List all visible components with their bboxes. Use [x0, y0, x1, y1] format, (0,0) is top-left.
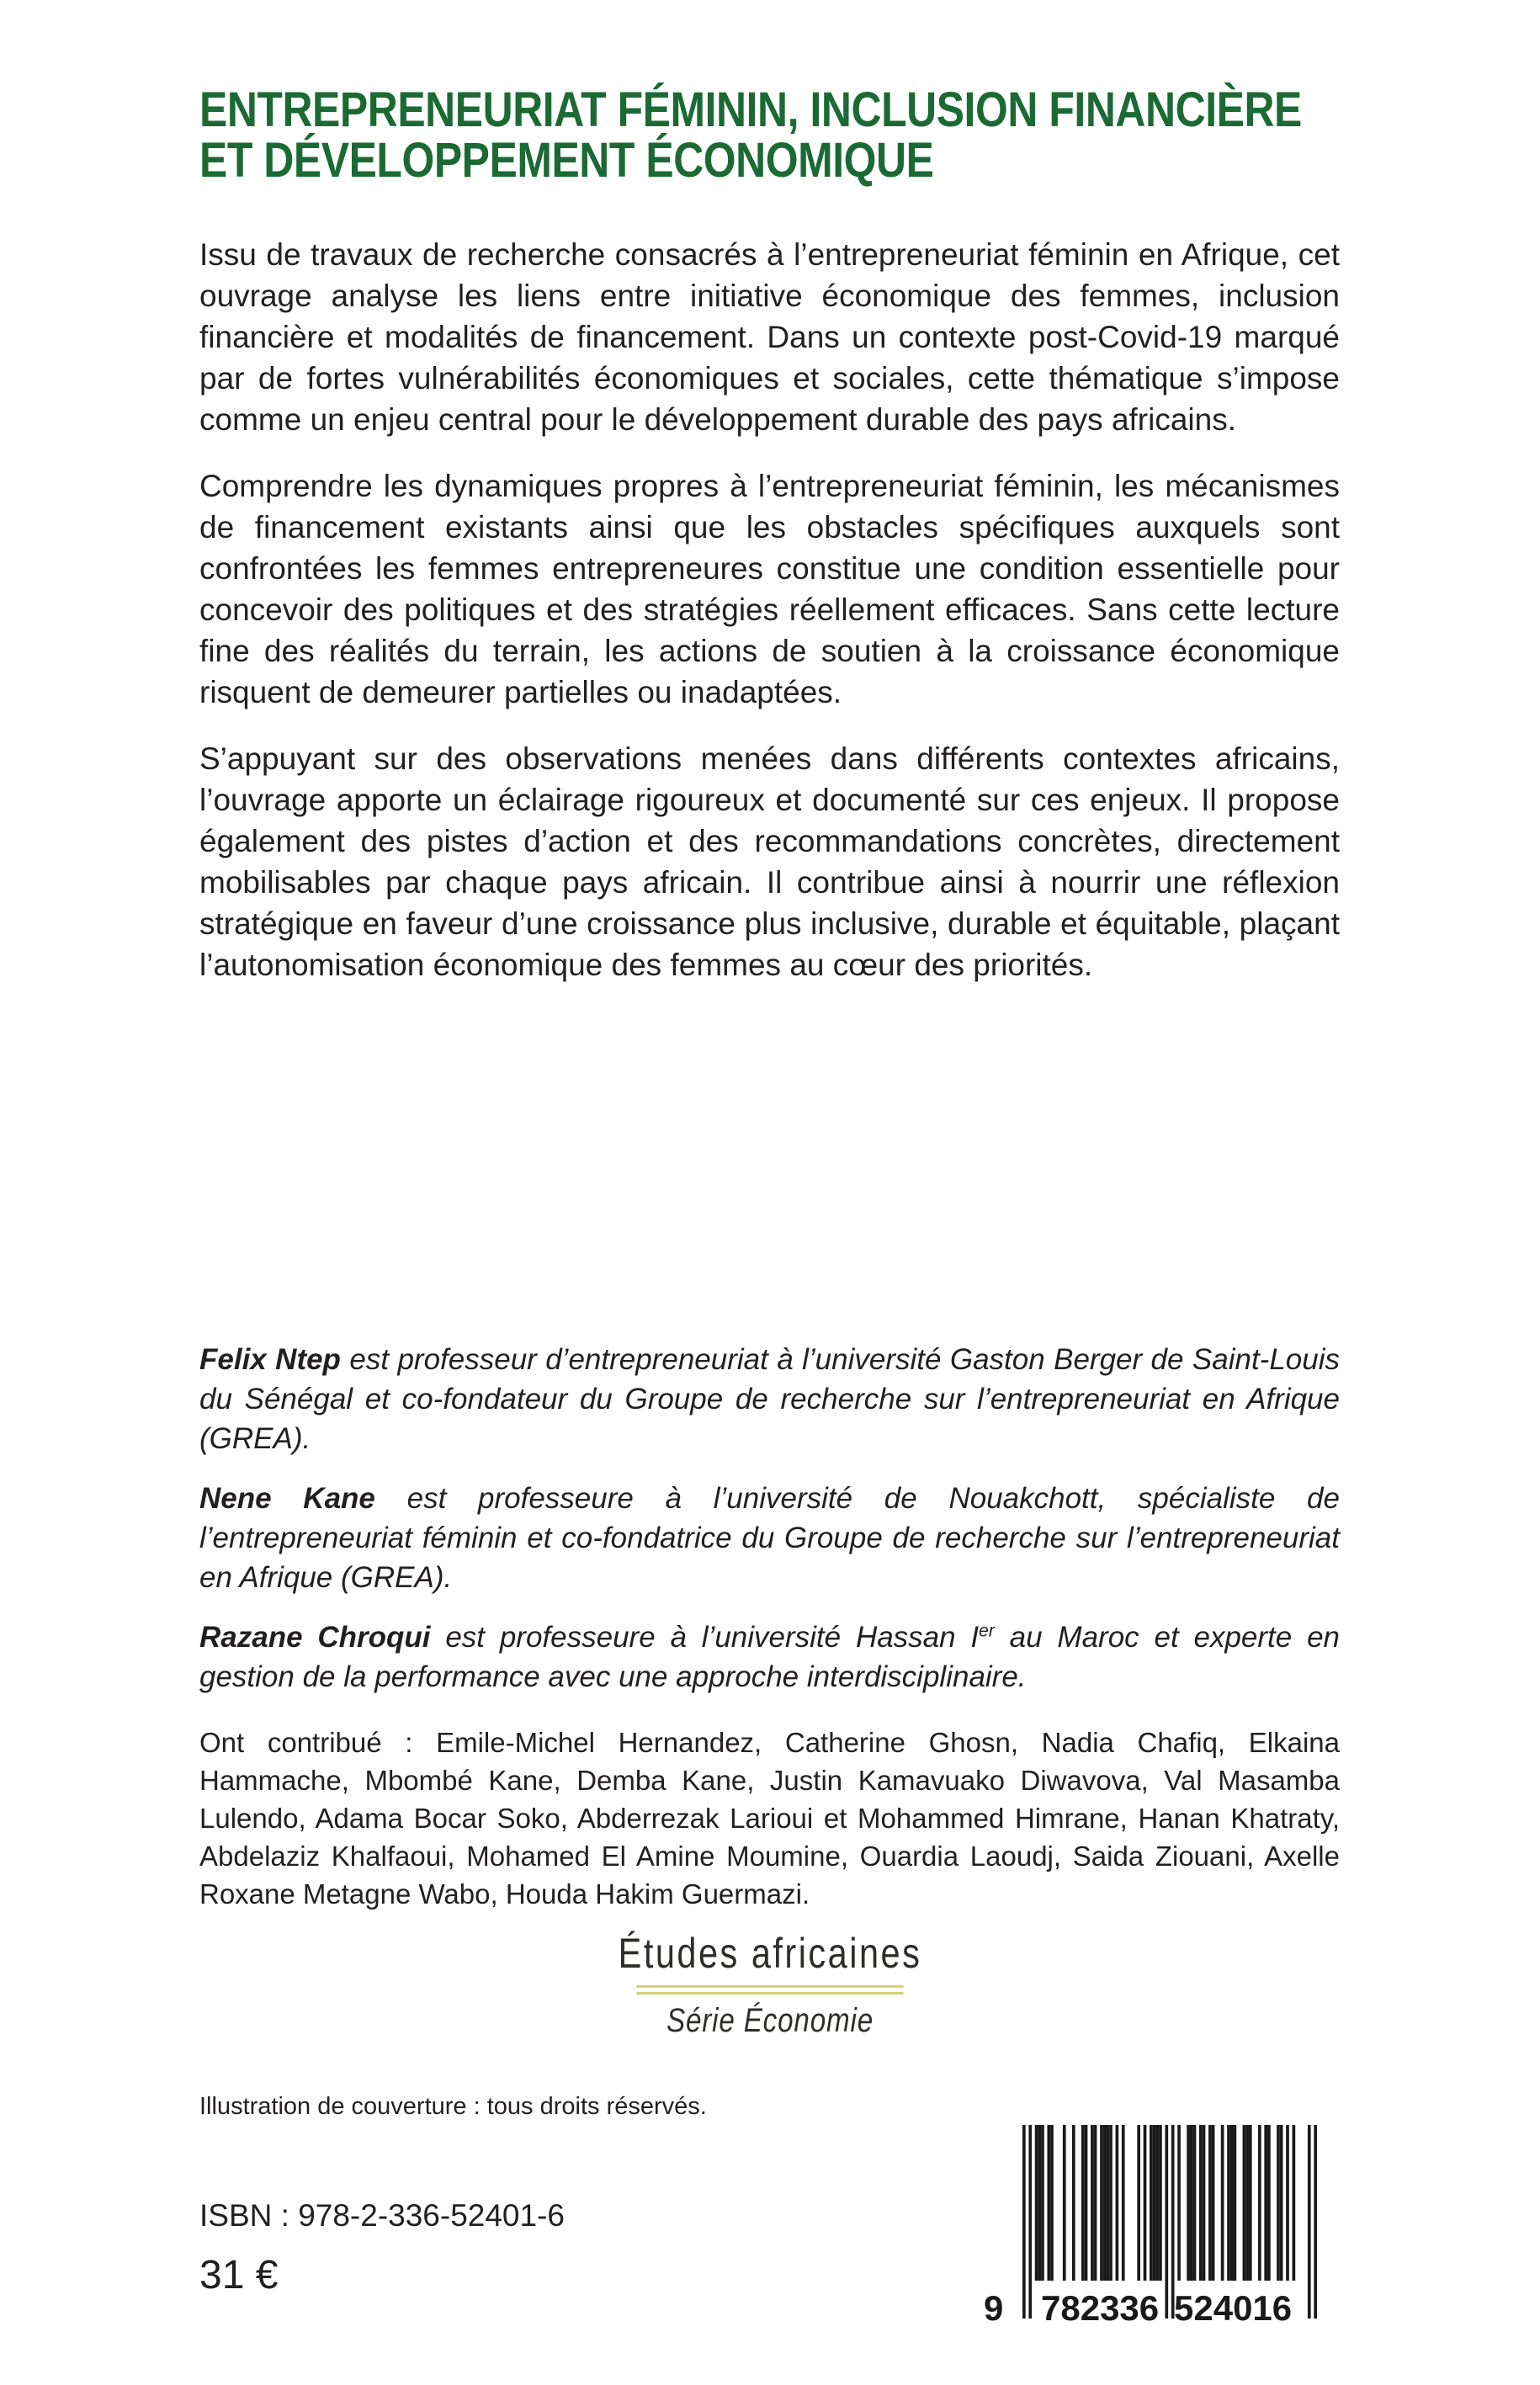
- synopsis-paragraph-1: Issu de travaux de recherche consacrés à l’entrepreneuriat féminin en Afrique, cet ouvrage analyse les liens entre initiative économique des femmes, inclusion financière et modalités de financement. Dans un contexte post-Covid-19 marqué par de fortes vulnérabilités économiques et sociales, cette thématique s’impose comme un enjeu central pour le développement durable des pays africains.: [199, 237, 1340, 437]
- collection-double-rule: [636, 1985, 903, 1995]
- author-bio-3-text-b: au Maroc et experte en gestion de la performance avec une approche interdisciplinaire.: [199, 1621, 1340, 1693]
- barcode: [984, 2125, 1317, 2328]
- author-bio-3-text-a: est professeure à l’université Hassan I: [430, 1621, 980, 1654]
- author-name-1: Felix Ntep: [199, 1343, 341, 1376]
- cover-illustration-credit: Illustration de couverture : tous droits réservés.: [199, 2093, 707, 2120]
- author-name-2: Nene Kane: [199, 1482, 375, 1515]
- collection-logo: [131, 1929, 1410, 2040]
- author-bio-2: [199, 1479, 1340, 1597]
- synopsis-paragraph-2: Comprendre les dynamiques propres à l’entrepreneuriat féminin, les mécanismes de financement existants ainsi que les obstacles spécifiques auxquels sont confrontées les femmes entrepreneures constitue une condition essentielle pour concevoir des politiques et des stratégies réellement efficaces. Sans cette lecture fine des réalités du terrain, les actions de soutien à la croissance économique risquent de demeurer partielles ou inadaptées.: [199, 469, 1340, 709]
- barcode-digit-first: 9: [984, 2288, 1004, 2328]
- author-bio-3-superscript: er: [979, 1621, 995, 1641]
- isbn-text: ISBN : 978-2-336-52401-6: [199, 2198, 565, 2233]
- author-bio-2-text: est professeure à l’université de Nouakchott, spécialiste de l’entrepreneuriat féminin et co-fondatrice du Groupe de recherche sur l’entrepreneuriat en Afrique (GREA).: [199, 1482, 1340, 1594]
- author-bio-1: [199, 1340, 1340, 1458]
- book-title-line-1: ENTREPRENEURIAT FÉMININ, INCLUSION FINANCIÈRE: [199, 82, 1302, 137]
- collection-name: Études africaines: [618, 1930, 922, 1977]
- price-text: 31 €: [199, 2253, 279, 2297]
- contributors-paragraph: Ont contribué : Emile-Michel Hernandez, Catherine Ghosn, Nadia Chafiq, Elkaina Hammache, Mbombé Kane, Demba Kane, Justin Kamavuako Diwavova, Val Masamba Lulendo, Adama Bocar Soko, Abderrezak Larioui et Mohammed Himrane, Hanan Khatraty, Abdelaziz Khalfaoui, Mohamed El Amine Moumine, Ouardia Laoudj, Saida Ziouani, Axelle Roxane Metagne Wabo, Houda Hakim Guermazi.: [199, 1727, 1340, 1910]
- author-bios: [199, 1340, 1340, 1717]
- author-bio-3: [199, 1617, 1340, 1697]
- author-name-3: Razane Chroqui: [199, 1621, 431, 1654]
- synopsis-paragraph-3: S’appuyant sur des observations menées dans différents contextes africains, l’ouvrage apporte un éclairage rigoureux et documenté sur ces enjeux. Il propose également des pistes d’action et des recommandations concrètes, directement mobilisables par chaque pays africain. Il contribue ainsi à nourrir une réflexion stratégique en faveur d’une croissance plus inclusive, durable et équitable, plaçant l’autonomisation économique des femmes au cœur des priorités.: [199, 741, 1340, 982]
- barcode-digit-group-1: 782336: [1041, 2288, 1160, 2328]
- book-title: [199, 82, 1302, 188]
- barcode-digit-group-2: 524016: [1174, 2288, 1293, 2328]
- collection-series: Série Économie: [666, 2002, 874, 2039]
- author-bio-1-text: est professeur d’entrepreneuriat à l’université Gaston Berger de Saint-Louis du Sénégal et co-fondateur du Groupe de recherche sur l’entrepreneuriat en Afrique (GREA).: [199, 1343, 1340, 1455]
- synopsis: [199, 234, 1340, 1011]
- book-title-line-2: ET DÉVELOPPEMENT ÉCONOMIQUE: [199, 133, 934, 188]
